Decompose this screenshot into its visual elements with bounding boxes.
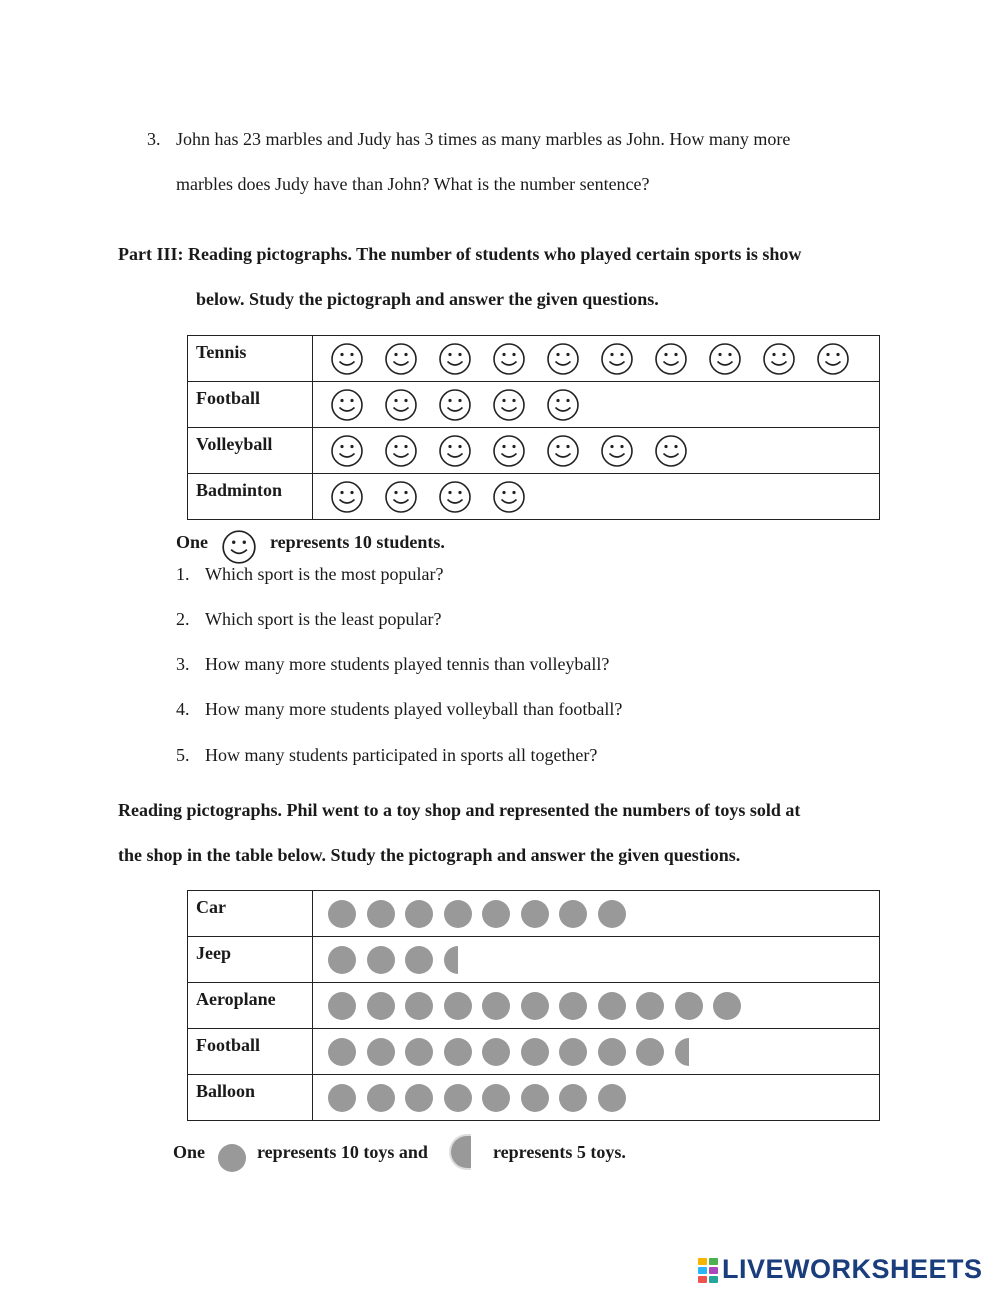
full-circle-icon	[598, 1038, 626, 1066]
full-circle-icon	[218, 1144, 246, 1172]
row-label: Badminton	[188, 474, 313, 520]
full-circle-icon	[444, 1084, 472, 1112]
full-circle-icon	[598, 900, 626, 928]
full-circle-icon	[405, 1038, 433, 1066]
key-one-label: One	[173, 1142, 206, 1162]
smiley-face-icon	[761, 341, 797, 377]
full-circle-icon	[405, 900, 433, 928]
list-item-number: 5.	[176, 745, 190, 765]
key-represents-half-label: represents 5 toys.	[493, 1142, 626, 1162]
smiley-face-icon	[707, 341, 743, 377]
full-circle-icon	[367, 1038, 395, 1066]
row-label: Football	[188, 382, 313, 428]
icon-cell	[313, 1075, 880, 1121]
row-label: Balloon	[188, 1075, 313, 1121]
smiley-face-icon	[383, 341, 419, 377]
table-row	[188, 474, 880, 520]
smiley-face-icon	[383, 433, 419, 469]
smiley-face-icon	[437, 433, 473, 469]
smiley-face-icon	[491, 387, 527, 423]
full-circle-icon	[482, 1038, 510, 1066]
full-circle-icon	[328, 992, 356, 1020]
full-circle-icon	[521, 992, 549, 1020]
question-line-1: John has 23 marbles and Judy has 3 times as many marbles as John. How many more	[176, 129, 791, 149]
smiley-face-icon	[599, 433, 635, 469]
table-row	[188, 428, 880, 474]
list-item	[176, 609, 441, 630]
smiley-face-icon	[437, 341, 473, 377]
logo-icon	[698, 1258, 720, 1284]
icon-cell	[313, 428, 880, 474]
full-circle-icon	[405, 1084, 433, 1112]
smiley-face-icon	[653, 433, 689, 469]
smiley-face-icon	[491, 433, 527, 469]
smiley-face-icon	[437, 387, 473, 423]
full-circle-icon	[559, 1038, 587, 1066]
full-circle-icon	[328, 946, 356, 974]
question-text	[176, 117, 876, 207]
full-circle-icon	[636, 992, 664, 1020]
full-circle-icon	[559, 1084, 587, 1112]
smiley-face-icon	[329, 433, 365, 469]
sports-pictograph-table	[187, 335, 880, 520]
full-circle-icon	[405, 946, 433, 974]
part3-heading-line-1: Part III: Reading pictographs. The number of students who played certain sports is show	[118, 244, 802, 264]
icon-cell	[313, 474, 880, 520]
half-circle-icon	[675, 1038, 689, 1066]
full-circle-icon	[559, 992, 587, 1020]
list-item-number: 2.	[176, 609, 190, 629]
key-represents-label: represents 10 students.	[270, 532, 445, 552]
row-label: Car	[188, 891, 313, 937]
smiley-face-icon	[437, 479, 473, 515]
row-label: Aeroplane	[188, 983, 313, 1029]
full-circle-icon	[328, 1084, 356, 1112]
list-item-number: 1.	[176, 564, 190, 584]
smiley-face-icon	[491, 341, 527, 377]
full-circle-icon	[405, 992, 433, 1020]
smiley-face-icon	[329, 341, 365, 377]
full-circle-icon	[328, 900, 356, 928]
icon-cell	[313, 1029, 880, 1075]
part3-heading-line-2: below. Study the pictograph and answer the given questions.	[196, 289, 659, 309]
full-circle-icon	[482, 900, 510, 928]
smiley-face-icon	[599, 341, 635, 377]
smiley-face-icon	[383, 479, 419, 515]
question-line-2: marbles does Judy have than John? What is the number sentence?	[176, 174, 650, 194]
full-circle-icon	[675, 992, 703, 1020]
full-circle-icon	[444, 992, 472, 1020]
half-circle-icon	[449, 1134, 471, 1170]
icon-cell	[313, 983, 880, 1029]
list-item-text: Which sport is the most popular?	[205, 564, 444, 584]
full-circle-icon	[328, 1038, 356, 1066]
list-item-text: Which sport is the least popular?	[205, 609, 442, 629]
full-circle-icon	[521, 900, 549, 928]
full-circle-icon	[367, 900, 395, 928]
smiley-face-icon	[545, 387, 581, 423]
full-circle-icon	[598, 1084, 626, 1112]
smiley-face-icon	[653, 341, 689, 377]
table-row	[188, 1029, 880, 1075]
list-item	[176, 699, 622, 720]
list-item-number: 3.	[176, 654, 190, 674]
row-label: Volleyball	[188, 428, 313, 474]
full-circle-icon	[521, 1038, 549, 1066]
icon-cell	[313, 937, 880, 983]
list-item	[176, 745, 597, 766]
full-circle-icon	[559, 900, 587, 928]
toys-heading-line-2: the shop in the table below. Study the pictograph and answer the given questions.	[118, 845, 741, 865]
full-circle-icon	[636, 1038, 664, 1066]
toys-heading-line-1: Reading pictographs. Phil went to a toy shop and represented the numbers of toys sold at	[118, 800, 801, 820]
list-item	[176, 654, 609, 675]
smiley-face-icon	[220, 528, 258, 566]
full-circle-icon	[482, 1084, 510, 1112]
list-item-number: 4.	[176, 699, 190, 719]
icon-cell	[313, 336, 880, 382]
list-item-text: How many more students played volleyball than football?	[205, 699, 623, 719]
table-row	[188, 336, 880, 382]
full-circle-icon	[598, 992, 626, 1020]
smiley-face-icon	[815, 341, 851, 377]
icon-cell	[313, 891, 880, 937]
table-row	[188, 937, 880, 983]
full-circle-icon	[521, 1084, 549, 1112]
question-number: 3.	[147, 129, 161, 149]
table-row	[188, 983, 880, 1029]
full-circle-icon	[444, 900, 472, 928]
table-row	[188, 891, 880, 937]
full-circle-icon	[367, 946, 395, 974]
half-circle-icon	[444, 946, 458, 974]
smiley-face-icon	[383, 387, 419, 423]
smiley-face-icon	[329, 387, 365, 423]
smiley-face-icon	[545, 341, 581, 377]
brand-wordmark: LIVEWORKSHEETS	[722, 1254, 983, 1284]
key-one-label: One	[176, 532, 209, 552]
smiley-face-icon	[329, 479, 365, 515]
full-circle-icon	[713, 992, 741, 1020]
smiley-face-icon	[545, 433, 581, 469]
smiley-face-icon	[491, 479, 527, 515]
row-label: Football	[188, 1029, 313, 1075]
row-label: Jeep	[188, 937, 313, 983]
toys-pictograph-table	[187, 890, 880, 1121]
list-item-text: How many students participated in sports all together?	[205, 745, 598, 765]
list-item	[176, 564, 443, 585]
full-circle-icon	[482, 992, 510, 1020]
table-row	[188, 1075, 880, 1121]
key-represents-full-label: represents 10 toys and	[257, 1142, 428, 1162]
list-item-text: How many more students played tennis than volleyball?	[205, 654, 610, 674]
full-circle-icon	[367, 1084, 395, 1112]
icon-cell	[313, 382, 880, 428]
table-row	[188, 382, 880, 428]
full-circle-icon	[367, 992, 395, 1020]
full-circle-icon	[444, 1038, 472, 1066]
row-label: Tennis	[188, 336, 313, 382]
